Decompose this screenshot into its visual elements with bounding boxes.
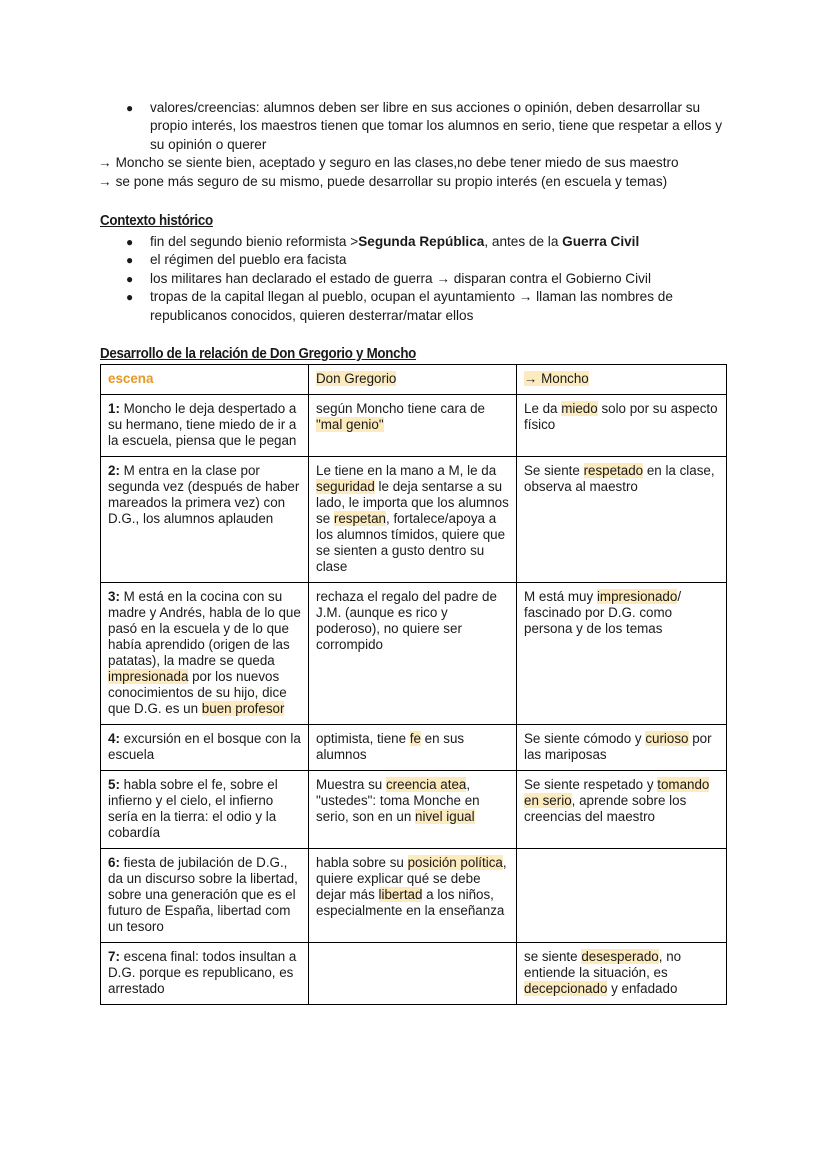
table-cell: Le da miedo solo por su aspecto físico <box>517 395 727 457</box>
table-row <box>101 457 727 583</box>
table-row <box>101 725 727 771</box>
table-cell <box>517 849 727 943</box>
bullet-icon: ● <box>126 290 134 305</box>
header-text: → Moncho <box>524 371 589 386</box>
table-cell: se siente desesperado, no entiende la situación, es decepcionado y enfadado <box>517 943 727 1005</box>
table-cell: según Moncho tiene cara de "mal genio" <box>309 395 517 457</box>
arrow-text: se pone más seguro de su mismo, puede desarrollar su propio interés (en escuela y temas) <box>115 173 668 189</box>
table-cell <box>309 943 517 1005</box>
bullet-icon: ● <box>126 271 134 286</box>
arrow-icon: → <box>98 155 112 171</box>
bullet-text: valores/creencias: alumnos deben ser libre en sus acciones o opinión, deben desarrollar su propio interés, los maestros tienen que tomar los alumnos en serio, tiene que respetar a ellos y su opinión o querer <box>150 100 722 152</box>
table-cell: habla sobre su posición política, quiere explicar qué se debe dejar más libertad a los niños, especialmente en la enseñanza <box>309 849 517 943</box>
arrow-icon: → <box>98 173 112 189</box>
table-cell: 7: escena final: todos insultan a D.G. porque es republicano, es arrestado <box>101 943 309 1005</box>
table-cell: Le tiene en la mano a M, le da seguridad le deja sentarse a su lado, le importa que los alumnos se respetan, fortalece/apoya a los alumnos tímidos, quiere que se sienten a gusto dentro su clase <box>309 457 517 583</box>
intro-section <box>100 99 740 191</box>
table-row <box>101 395 727 457</box>
table-cell: 5: habla sobre el fe, sobre el infierno y el cielo, el infierno sería en la tierra: el odio y la cobardía <box>101 771 309 849</box>
text: tropas de la capital llegan al pueblo, ocupan el ayuntamiento → llaman las nombres de republicanos conocidos, quieren desterrar/matar ellos <box>150 289 673 323</box>
table-cell: Se siente respetado y tomando en serio, aprende sobre los creencias del maestro <box>517 771 727 849</box>
section-heading-contexto: Contexto histórico <box>100 213 213 229</box>
table-row <box>101 583 727 725</box>
arrow-text: Moncho se siente bien, aceptado y seguro en las clases,no debe tener miedo de sus maestro <box>115 155 679 171</box>
bullet-icon: ● <box>126 253 134 268</box>
section-heading-relacion: Desarrollo de la relación de Don Gregorio y Moncho <box>100 346 417 362</box>
header-cell <box>517 365 727 395</box>
arrow-line <box>98 173 740 191</box>
table-cell: Se siente respetado en la clase, observa al maestro <box>517 457 727 583</box>
header-text: escena <box>108 371 154 386</box>
table-cell: optimista, tiene fe en sus alumnos <box>309 725 517 771</box>
table-row <box>101 943 727 1005</box>
bold-text: Segunda República <box>358 234 485 249</box>
table-row <box>101 849 727 943</box>
list-item <box>100 251 740 269</box>
table-cell: 6: fiesta de jubilación de D.G., da un discurso sobre la libertad, sobre una generación que es el futuro de España, libertad com un tesoro <box>101 849 309 943</box>
bullet-icon: ● <box>126 235 134 249</box>
list-item <box>100 270 740 288</box>
table-header-row <box>101 365 727 395</box>
table-cell: M está muy impresionado/ fascinado por D.G. como persona y de los temas <box>517 583 727 725</box>
header-cell <box>101 365 309 395</box>
table-cell: Se siente cómodo y curioso por las mariposas <box>517 725 727 771</box>
text: el régimen del pueblo era facista <box>150 252 347 268</box>
bold-text: Guerra Civil <box>562 234 640 249</box>
table-cell: 1: Moncho le deja despertado a su hermano, tiene miedo de ir a la escuela, piensa que le pegan <box>101 395 309 457</box>
header-text: Don Gregorio <box>316 371 397 386</box>
text: fin del segundo bienio reformista > <box>150 234 359 249</box>
table-cell: 2: M entra en la clase por segunda vez (después de haber mareados la primera vez) con D.G., los alumnos aplauden <box>101 457 309 583</box>
contexto-section <box>100 233 740 325</box>
table-cell: rechaza el regalo del padre de J.M. (aunque es rico y poderoso), no quiere ser corrompido <box>309 583 517 725</box>
list-item <box>100 233 740 251</box>
text: , antes de la <box>484 234 563 249</box>
relation-table <box>100 364 727 1005</box>
table-cell: 4: excursión en el bosque con la escuela <box>101 725 309 771</box>
list-item <box>100 288 740 325</box>
bullet-icon: ● <box>126 101 134 115</box>
text: los militares han declarado el estado de guerra → disparan contra el Gobierno Civil <box>150 270 651 286</box>
table-cell: Muestra su creencia atea, "ustedes": toma Monche en serio, son en un nivel igual <box>309 771 517 849</box>
table-cell: 3: M está en la cocina con su madre y Andrés, habla de lo que pasó en la escuela y de lo que había aprendido (origen de las patatas), la madre se queda impresionada por los nuevos conocimientos de su hijo, dice que D.G. es un buen profesor <box>101 583 309 725</box>
table-row <box>101 771 727 849</box>
header-cell <box>309 365 517 395</box>
list-item <box>100 99 740 154</box>
arrow-line <box>98 154 740 172</box>
